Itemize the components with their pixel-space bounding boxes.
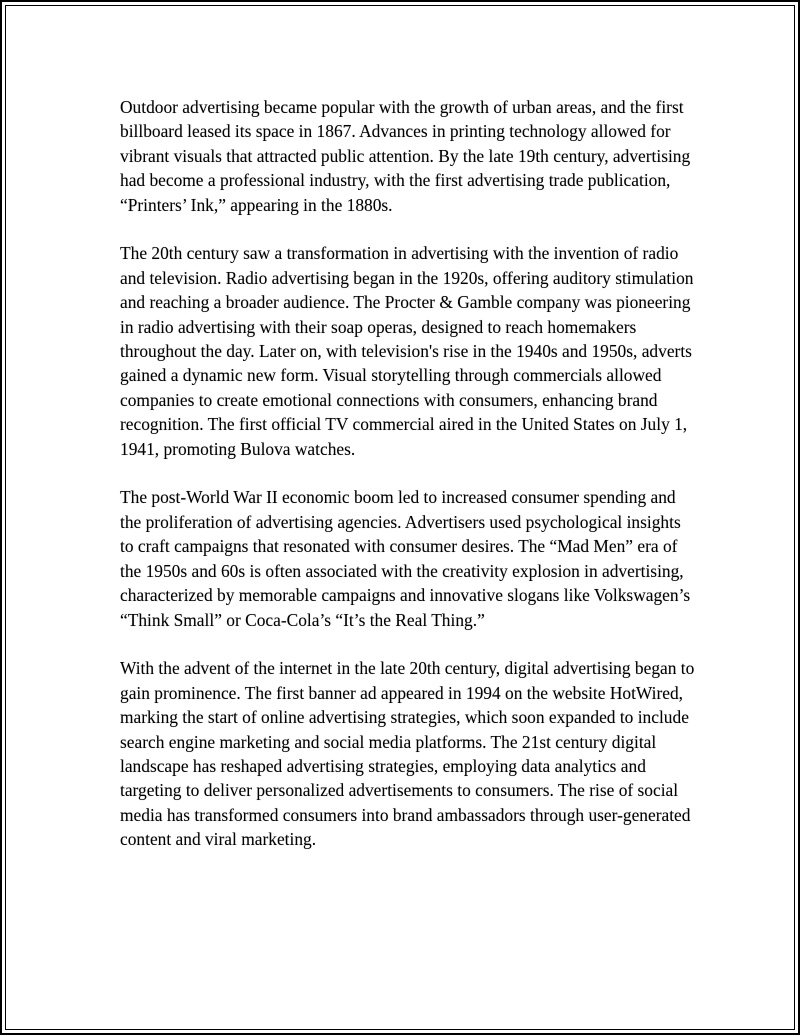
paragraph-outdoor-advertising: Outdoor advertising became popular with the growth of urban areas, and the first billboard leased its space in 1867. Advances in printing technology allowed for vibrant visuals that attracted public attention. By the late 19th century, advertising had become a professional industry, with the first advertising trade publication, “Printers’ Ink,” appearing in the 1880s.: [120, 97, 691, 215]
paragraph-post-war-boom: The post-World War II economic boom led to increased consumer spending and the proliferation of advertising agencies. Advertisers used psychological insights to craft campaigns that resonated with consumer desires. The “Mad Men” era of the 1950s and 60s is often associated with the creativity explosion in advertising, characterized by memorable campaigns and innovative slogans like Volkswagen’s “Think Small” or Coca-Cola’s “It’s the Real Thing.”: [120, 487, 691, 630]
paragraph-radio-television: The 20th century saw a transformation in advertising with the invention of radio and television. Radio advertising began in the 1920s, offering auditory stimulation and reaching a broader audience. The Procter & Gamble company was pioneering in radio advertising with their soap operas, designed to reach homemakers throughout the day. Later on, with television's rise in the 1940s and 1950s, adverts gained a dynamic new form. Visual storytelling through commercials allowed companies to create emotional connections with consumers, enhancing brand recognition. The first official TV commercial aired in the United States on July 1, 1941, promoting Bulova watches.: [120, 243, 694, 459]
paragraph-digital-advertising: With the advent of the internet in the late 20th century, digital advertising began to gain prominence. The first banner ad appeared in 1994 on the website HotWired, marking the start of online advertising strategies, which soon expanded to include search engine marketing and social media platforms. The 21st century digital landscape has reshaped advertising strategies, employing data analytics and targeting to deliver personalized advertisements to consumers. The rise of social media has transformed consumers into brand ambassadors through user-generated content and viral marketing.: [120, 658, 695, 850]
document-body: [120, 95, 695, 876]
